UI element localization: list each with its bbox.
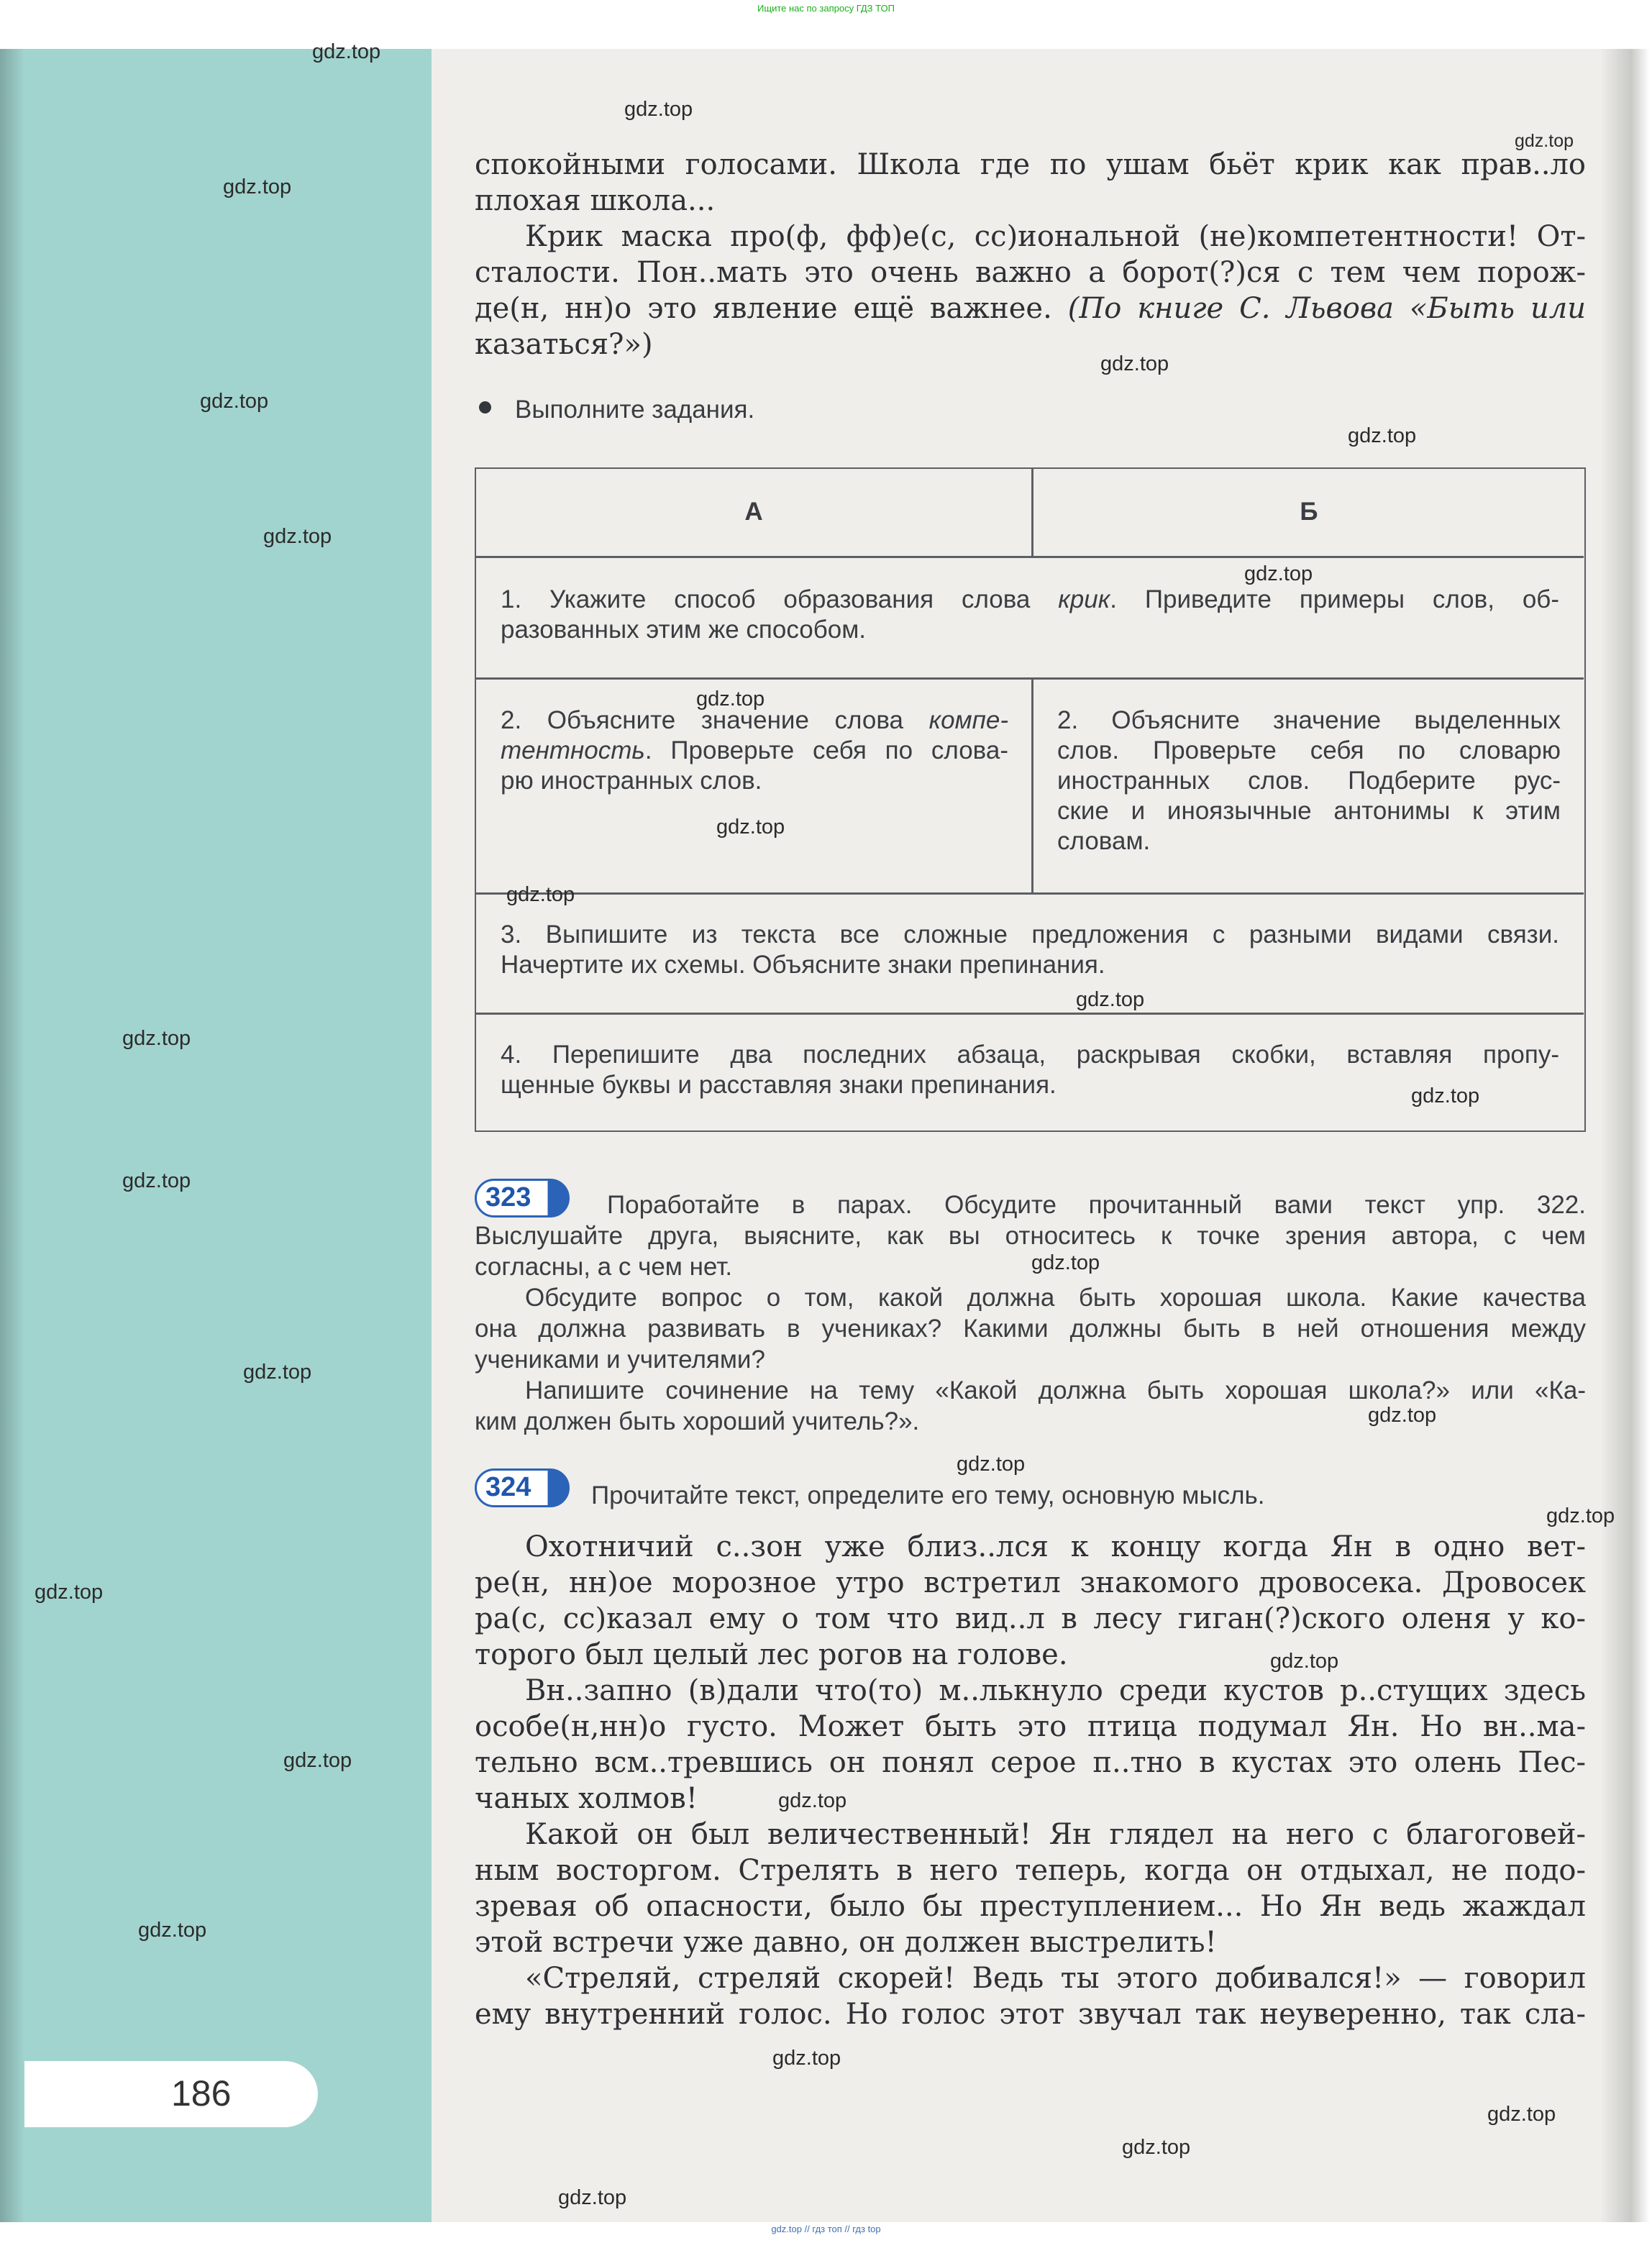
watermark: gdz.top <box>1076 988 1145 1011</box>
watermark: gdz.top <box>1515 131 1574 151</box>
task-2b-line: иностранных слов. Подберите рус- <box>1057 767 1561 795</box>
watermark: gdz.top <box>1368 1404 1437 1427</box>
ex324-line: особе(н,нн)о густо. Может быть это птица подумал Ян. Но вн..ма- <box>475 1710 1586 1743</box>
ex324-line: Какой он был величественный! Ян глядел на него с благоговей- <box>525 1818 1586 1851</box>
task-2a-line: 2. Объясните значение слова компе- <box>501 706 1008 734</box>
watermark: gdz.top <box>957 1453 1026 1476</box>
top-banner: Ищите нас по запросу ГДЗ ТОП <box>757 3 895 14</box>
book-spine-shadow <box>0 49 24 2222</box>
watermark: gdz.top <box>1100 352 1169 375</box>
source-citation-end: казаться?») <box>475 328 653 361</box>
watermark: gdz.top <box>1031 1251 1100 1274</box>
watermark: gdz.top <box>312 40 381 63</box>
watermark: gdz.top <box>506 883 575 906</box>
task-2b-line: 2. Объясните значение выделенных <box>1057 706 1561 734</box>
watermark: gdz.top <box>223 175 292 198</box>
watermark: gdz.top <box>624 98 693 121</box>
task-intro: Выполните задания. <box>515 396 755 424</box>
watermark: gdz.top <box>1487 2103 1556 2126</box>
watermark: gdz.top <box>1411 1084 1480 1107</box>
watermark: gdz.top <box>35 1581 104 1604</box>
left-margin-band <box>0 49 432 2222</box>
watermark: gdz.top <box>1122 2136 1191 2159</box>
watermark: gdz.top <box>772 2047 841 2070</box>
watermark: gdz.top <box>122 1027 191 1050</box>
ex324-line: ре(н, нн)ое морозное утро встретил знакомого дровосека. Дровосек <box>475 1566 1586 1599</box>
exercise-number: 324 <box>485 1472 531 1502</box>
watermark: gdz.top <box>263 525 332 548</box>
column-header-b: Б <box>1300 498 1318 526</box>
ex323-line: учениками и учителями? <box>475 1346 765 1374</box>
watermark: gdz.top <box>1270 1650 1339 1673</box>
ex324-line: Охотничий с..зон уже близ..лся к концу когда Ян в одно вет- <box>525 1530 1586 1563</box>
exercise-number: 323 <box>485 1182 531 1212</box>
task-2b-line: словам. <box>1057 827 1151 855</box>
ex323-line: ким должен быть хороший учитель?». <box>475 1407 920 1435</box>
task-4-line: щенные буквы и расставляя знаки препинания. <box>501 1071 1057 1099</box>
task-3-line: 3. Выпишите из текста все сложные предложения с разными видами связи. <box>501 921 1559 949</box>
ex324-line: этой встречи уже давно, он должен выстрелить! <box>475 1926 1217 1959</box>
task-1-line: 1. Укажите способ образования слова крик. Приведите примеры слов, об- <box>501 585 1559 613</box>
ex324-line: зревая об опасности, было бы преступлением... Но Ян ведь жаждал <box>475 1890 1586 1923</box>
task-1-line: разованных этим же способом. <box>501 616 866 644</box>
watermark: gdz.top <box>200 390 269 413</box>
task-table <box>475 467 1586 1132</box>
ex324-line: ра(с, сс)казал ему о том что вид..л в лесу гиган(?)ского оленя у ко- <box>475 1602 1586 1635</box>
ex323-line: Поработайте в парах. Обсудите прочитанный вами текст упр. 322. <box>607 1191 1586 1219</box>
watermark: gdz.top <box>716 816 785 839</box>
page-number: 186 <box>171 2073 232 2114</box>
task-2a-line: тентность. Проверьте себя по слова- <box>501 736 1008 764</box>
text-line: сталости. Пон..мать это очень важно а борот(?)ся с тем чем порож- <box>475 256 1586 289</box>
ex323-line: Напишите сочинение на тему «Какой должна быть хорошая школа?» или «Ка- <box>525 1376 1586 1404</box>
task-3-line: Начертите их схемы. Объясните знаки препинания. <box>501 951 1105 979</box>
ex323-line: Обсудите вопрос о том, какой должна быть хорошая школа. Какие качества <box>525 1284 1586 1312</box>
task-2b-line: слов. Проверьте себя по словарю <box>1057 736 1561 764</box>
ex324-line: ему внутренний голос. Но голос этот звучал так неуверенно, так сла- <box>475 1998 1586 2031</box>
watermark: gdz.top <box>122 1169 191 1192</box>
column-header-a: А <box>744 498 763 526</box>
exercise-number-badge <box>475 1179 570 1218</box>
watermark: gdz.top <box>696 687 765 711</box>
ex324-line: торого был целый лес рогов на голове. <box>475 1638 1068 1671</box>
ex324-task: Прочитайте текст, определите его тему, основную мысль. <box>591 1481 1265 1509</box>
ex323-line: она должна развивать в учениках? Какими должны быть в ней отношения между <box>475 1315 1586 1343</box>
ex324-line: тельно всм..тревшись он понял серое п..тно в кустах это олень Пес- <box>475 1746 1586 1779</box>
task-4-line: 4. Перепишите два последних абзаца, раскрывая скобки, вставляя пропу- <box>501 1041 1559 1069</box>
ex324-line: ным восторгом. Стрелять в него теперь, когда он отдыхал, не подо- <box>475 1854 1586 1887</box>
watermark: gdz.top <box>778 1789 847 1812</box>
exercise-number-badge <box>475 1468 570 1507</box>
watermark: gdz.top <box>1546 1504 1615 1527</box>
task-2a-line: рю иностранных слов. <box>501 767 762 795</box>
text-line: плохая школа... <box>475 184 716 217</box>
ex324-line: чаных холмов! <box>475 1782 698 1815</box>
page-edge-shadow <box>1600 49 1652 2222</box>
watermark: gdz.top <box>243 1361 312 1384</box>
text-line: Крик маска про(ф, фф)е(с, сс)иональной (не)компетентности! От- <box>525 220 1586 253</box>
watermark: gdz.top <box>558 2186 627 2209</box>
source-citation: (По книге С. Львова «Быть или <box>1067 292 1587 325</box>
ex323-line: согласны, а с чем нет. <box>475 1253 733 1281</box>
bottom-banner: gdz.top // гдз топ // гдз top <box>771 2224 881 2234</box>
watermark: gdz.top <box>138 1919 207 1942</box>
ex323-line: Выслушайте друга, выясните, как вы относитесь к точке зрения автора, с чем <box>475 1222 1586 1250</box>
watermark: gdz.top <box>1244 562 1313 585</box>
ex324-line: «Стреляй, стреляй скорей! Ведь ты этого добивался!» — говорил <box>525 1962 1586 1995</box>
text-line: де(н, нн)о это явление ещё важнее. (По книге С. Львова «Быть или <box>475 292 1587 325</box>
watermark: gdz.top <box>1348 424 1417 447</box>
text-line: спокойными голосами. Школа где по ушам бьёт крик как прав..ло <box>475 148 1586 181</box>
ex324-line: Вн..запно (в)дали что(то) м..лькнуло среди кустов р..стущих здесь <box>525 1674 1586 1707</box>
watermark: gdz.top <box>283 1749 352 1772</box>
task-2b-line: ские и иноязычные антонимы к этим <box>1057 797 1561 825</box>
bullet-icon <box>479 401 491 414</box>
